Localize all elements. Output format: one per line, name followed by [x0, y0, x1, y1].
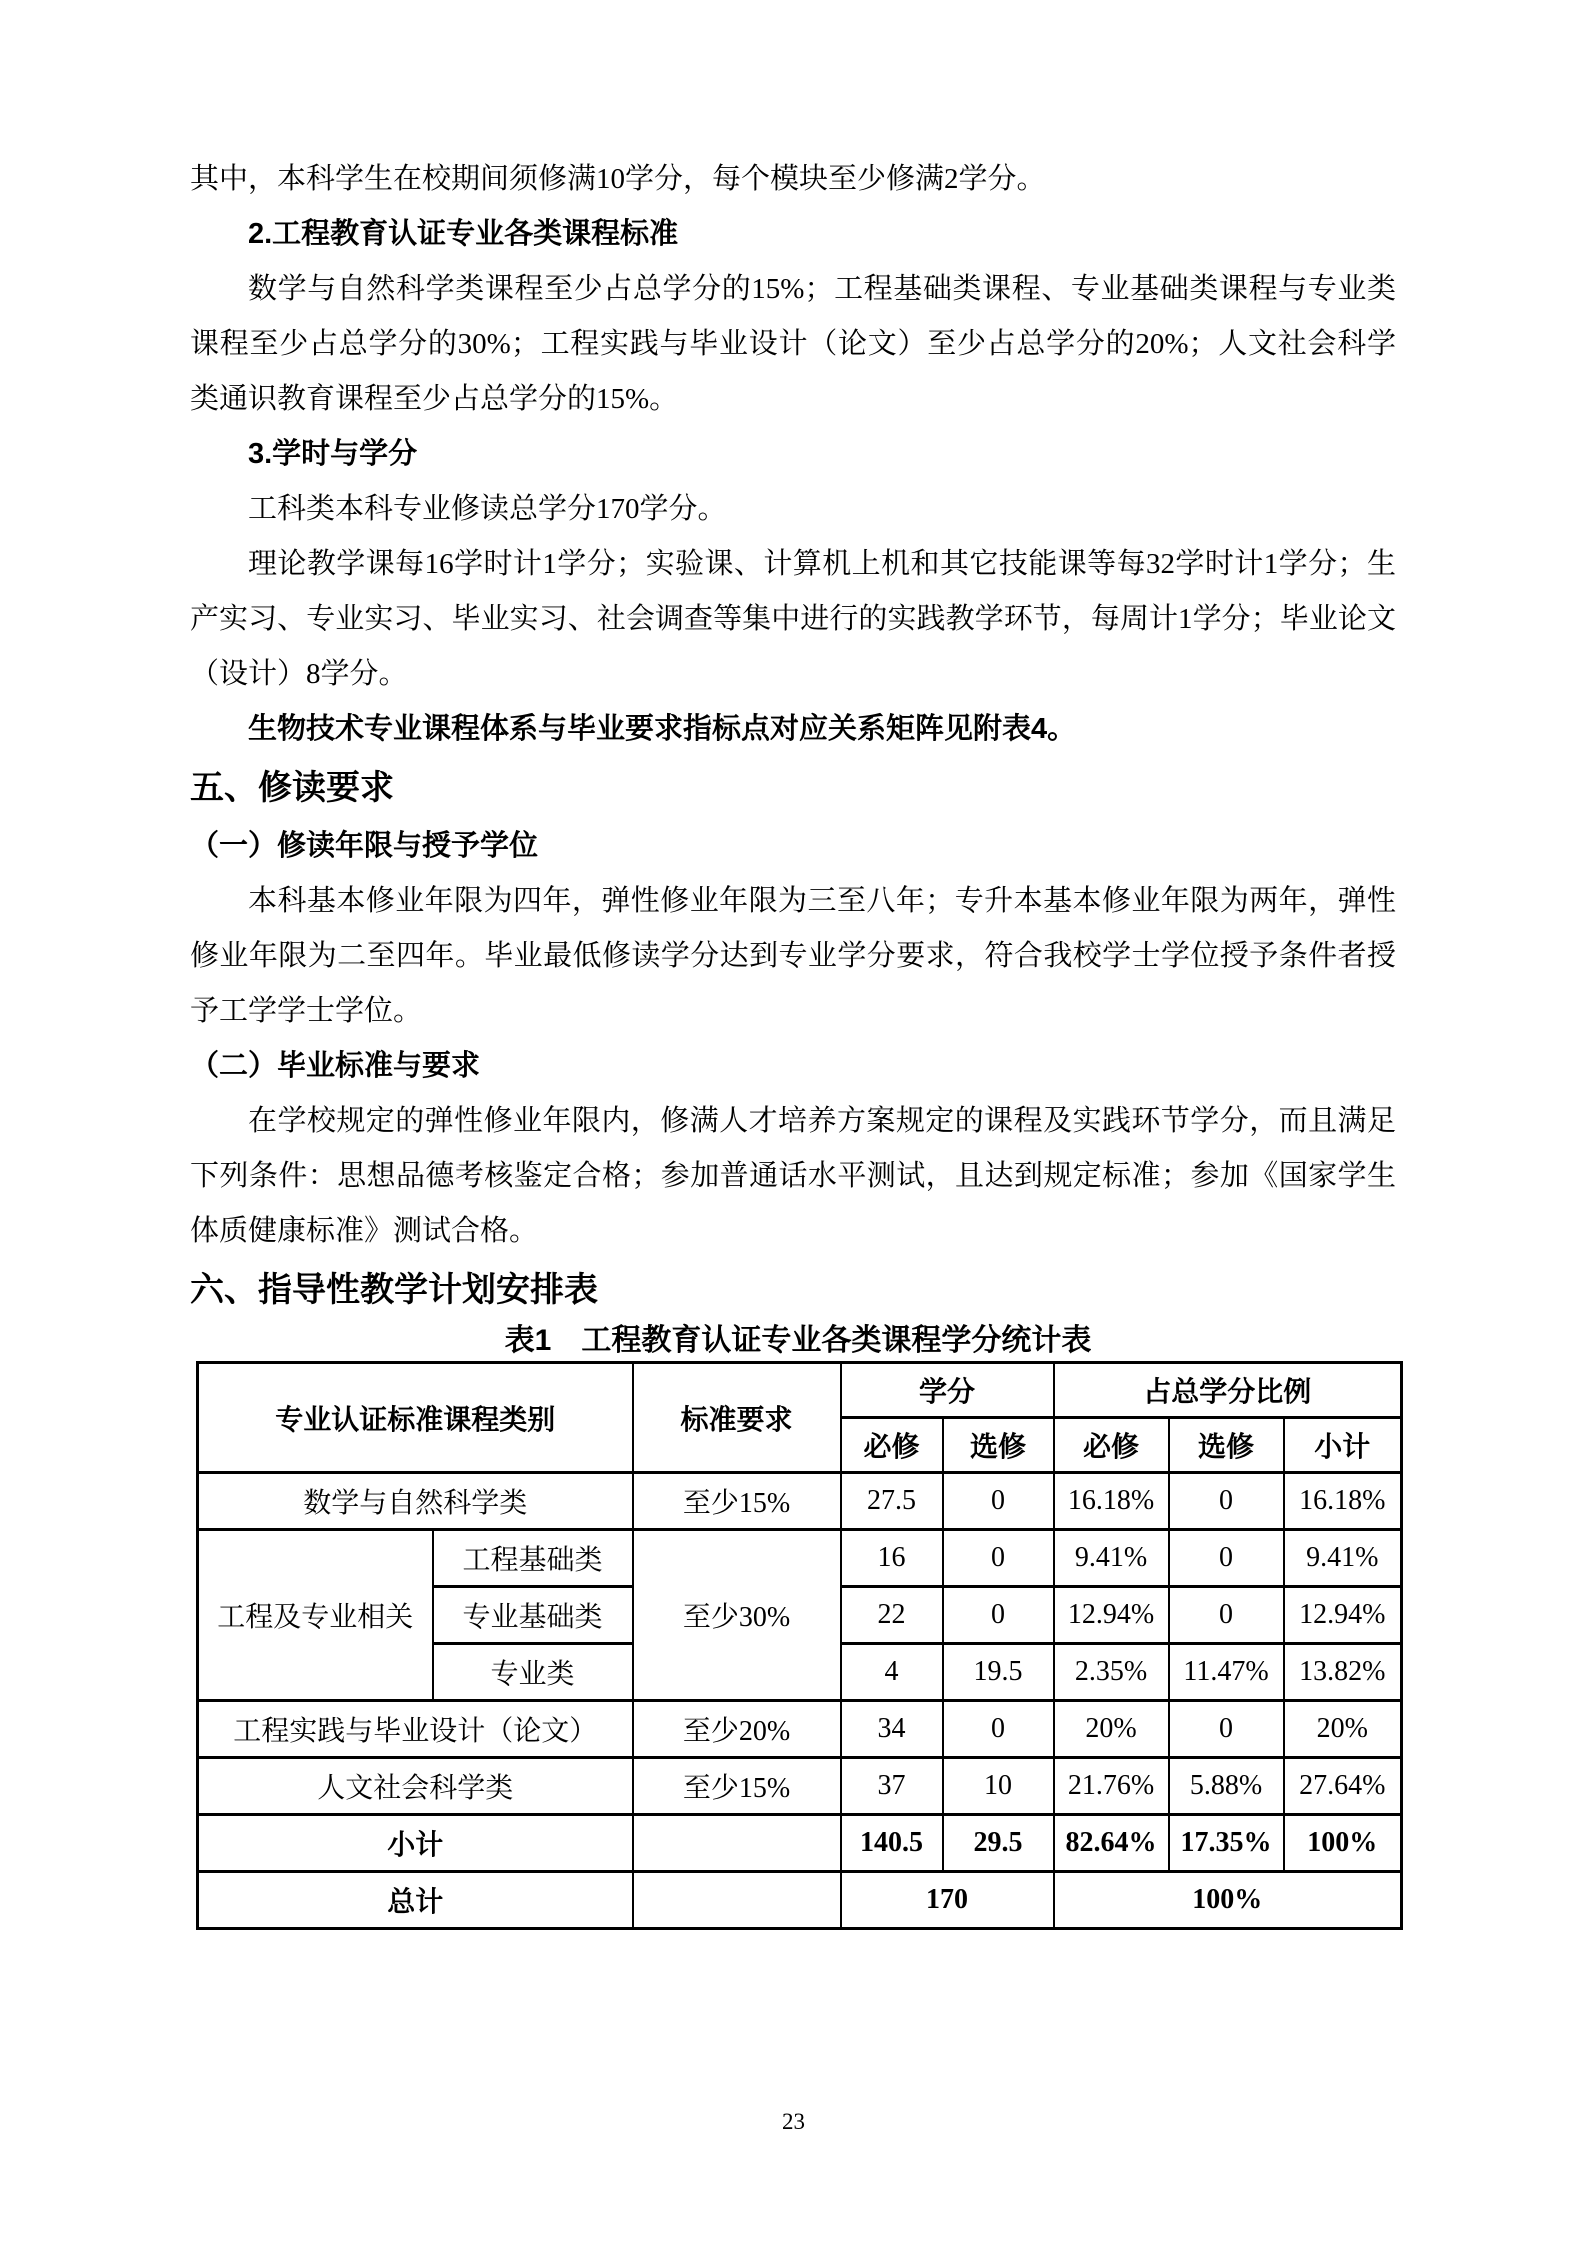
cell-elective-credits: 0 — [943, 1473, 1054, 1530]
table-row-subtotal — [198, 1815, 1402, 1872]
header-requirement: 标准要求 — [633, 1363, 841, 1473]
table-row-engineering-basics — [198, 1530, 1402, 1587]
cell-required-credits: 27.5 — [841, 1473, 943, 1530]
header-credits-group: 学分 — [841, 1363, 1054, 1418]
cell-label: 工程实践与毕业设计（论文） — [198, 1701, 633, 1758]
cell-elective-credits: 29.5 — [943, 1815, 1054, 1872]
cell-requirement: 至少15% — [633, 1473, 841, 1530]
header-ratio-subtotal: 小计 — [1284, 1418, 1402, 1473]
header-ratio-required: 必修 — [1054, 1418, 1169, 1473]
paragraph-matrix-note: 生物技术专业课程体系与毕业要求指标点对应关系矩阵见附表4。 — [248, 713, 1077, 745]
page-content — [190, 152, 1396, 1930]
cell-required-pct: 2.35% — [1054, 1644, 1169, 1701]
cell-required-credits: 16 — [841, 1530, 943, 1587]
cell-required-pct: 16.18% — [1054, 1473, 1169, 1530]
cell-subtotal-pct: 27.64% — [1284, 1758, 1402, 1815]
cell-label: 小计 — [198, 1815, 633, 1872]
cell-label: 工程基础类 — [433, 1530, 633, 1587]
paragraph-course-standards: 数学与自然科学类课程至少占总学分的15%；工程基础类课程、专业基础类课程与专业类课程至少占总学分的30%；工程实践与毕业设计（论文）至少占总学分的20%；人文社会科学类通识教育课程至少占总学分的15%。 — [190, 273, 1396, 415]
cell-elective-pct: 0 — [1169, 1587, 1284, 1644]
paragraph-intro: 其中，本科学生在校期间须修满10学分，每个模块至少修满2学分。 — [190, 163, 1046, 195]
cell-label: 人文社会科学类 — [198, 1758, 633, 1815]
cell-elective-credits: 0 — [943, 1587, 1054, 1644]
cell-required-pct: 82.64% — [1054, 1815, 1169, 1872]
table-row-math-science — [198, 1473, 1402, 1530]
cell-subtotal-pct: 13.82% — [1284, 1644, 1402, 1701]
cell-elective-pct: 0 — [1169, 1530, 1284, 1587]
table-row-grand-total — [198, 1872, 1402, 1929]
cell-elective-credits: 0 — [943, 1701, 1054, 1758]
paragraph-graduation: 在学校规定的弹性修业年限内，修满人才培养方案规定的课程及实践环节学分，而且满足下列条件：思想品德考核鉴定合格；参加普通话水平测试，且达到规定标准；参加《国家学生体质健康标准》测试合格。 — [190, 1105, 1396, 1247]
header-credits-required: 必修 — [841, 1418, 943, 1473]
cell-elective-pct: 17.35% — [1169, 1815, 1284, 1872]
cell-requirement-empty — [633, 1815, 841, 1872]
heading-hours-credits: 3.学时与学分 — [248, 438, 418, 470]
header-ratio-elective: 选修 — [1169, 1418, 1284, 1473]
cell-label: 总计 — [198, 1872, 633, 1929]
cell-requirement: 至少15% — [633, 1758, 841, 1815]
paragraph-credit-rules: 理论教学课每16学时计1学分；实验课、计算机上机和其它技能课等每32学时计1学分；生产实习、专业实习、毕业实习、社会调查等集中进行的实践教学环节，每周计1学分；毕业论文（设计）8学分。 — [190, 548, 1396, 690]
table-caption: 表1 工程教育认证专业各类课程学分统计表 — [504, 1324, 1092, 1357]
cell-elective-credits: 10 — [943, 1758, 1054, 1815]
cell-required-credits: 37 — [841, 1758, 943, 1815]
cell-label: 专业基础类 — [433, 1587, 633, 1644]
cell-elective-credits: 19.5 — [943, 1644, 1054, 1701]
cell-subtotal-pct: 16.18% — [1284, 1473, 1402, 1530]
heading-course-standards: 2.工程教育认证专业各类课程标准 — [248, 218, 679, 250]
header-category: 专业认证标准课程类别 — [198, 1363, 633, 1473]
cell-requirement-empty — [633, 1872, 841, 1929]
header-credits-elective: 选修 — [943, 1418, 1054, 1473]
paragraph-study-years: 本科基本修业年限为四年，弹性修业年限为三至八年；专升本基本修业年限为两年，弹性修业年限为二至四年。毕业最低修读学分达到专业学分要求，符合我校学士学位授予条件者授予工学学士学位。 — [190, 885, 1396, 1027]
heading-section-5: 五、修读要求 — [190, 769, 394, 807]
cell-elective-pct: 0 — [1169, 1701, 1284, 1758]
cell-subtotal-pct: 20% — [1284, 1701, 1402, 1758]
cell-elective-credits: 0 — [943, 1530, 1054, 1587]
page-number: 23 — [782, 2109, 805, 2134]
cell-label: 专业类 — [433, 1644, 633, 1701]
cell-elective-pct: 0 — [1169, 1473, 1284, 1530]
table-row-humanities — [198, 1758, 1402, 1815]
cell-requirement: 至少20% — [633, 1701, 841, 1758]
cell-subtotal-pct: 100% — [1284, 1815, 1402, 1872]
cell-total-credits: 170 — [841, 1872, 1054, 1929]
cell-requirement: 至少30% — [633, 1530, 841, 1701]
cell-total-pct: 100% — [1054, 1872, 1402, 1929]
credit-statistics-table — [196, 1361, 1403, 1930]
cell-required-pct: 9.41% — [1054, 1530, 1169, 1587]
cell-group-label: 工程及专业相关 — [198, 1530, 433, 1701]
cell-required-pct: 12.94% — [1054, 1587, 1169, 1644]
heading-sub-5-2: （二）毕业标准与要求 — [190, 1050, 481, 1082]
heading-section-6: 六、指导性教学计划安排表 — [190, 1271, 598, 1309]
cell-required-pct: 21.76% — [1054, 1758, 1169, 1815]
cell-required-pct: 20% — [1054, 1701, 1169, 1758]
header-ratio-group: 占总学分比例 — [1054, 1363, 1402, 1418]
cell-elective-pct: 5.88% — [1169, 1758, 1284, 1815]
paragraph-total-credits: 工科类本科专业修读总学分170学分。 — [248, 493, 727, 525]
cell-elective-pct: 11.47% — [1169, 1644, 1284, 1701]
cell-required-credits: 140.5 — [841, 1815, 943, 1872]
heading-sub-5-1: （一）修读年限与授予学位 — [190, 830, 539, 862]
cell-label: 数学与自然科学类 — [198, 1473, 633, 1530]
cell-required-credits: 4 — [841, 1644, 943, 1701]
cell-required-credits: 34 — [841, 1701, 943, 1758]
table-row-practice-thesis — [198, 1701, 1402, 1758]
cell-subtotal-pct: 12.94% — [1284, 1587, 1402, 1644]
cell-required-credits: 22 — [841, 1587, 943, 1644]
cell-subtotal-pct: 9.41% — [1284, 1530, 1402, 1587]
